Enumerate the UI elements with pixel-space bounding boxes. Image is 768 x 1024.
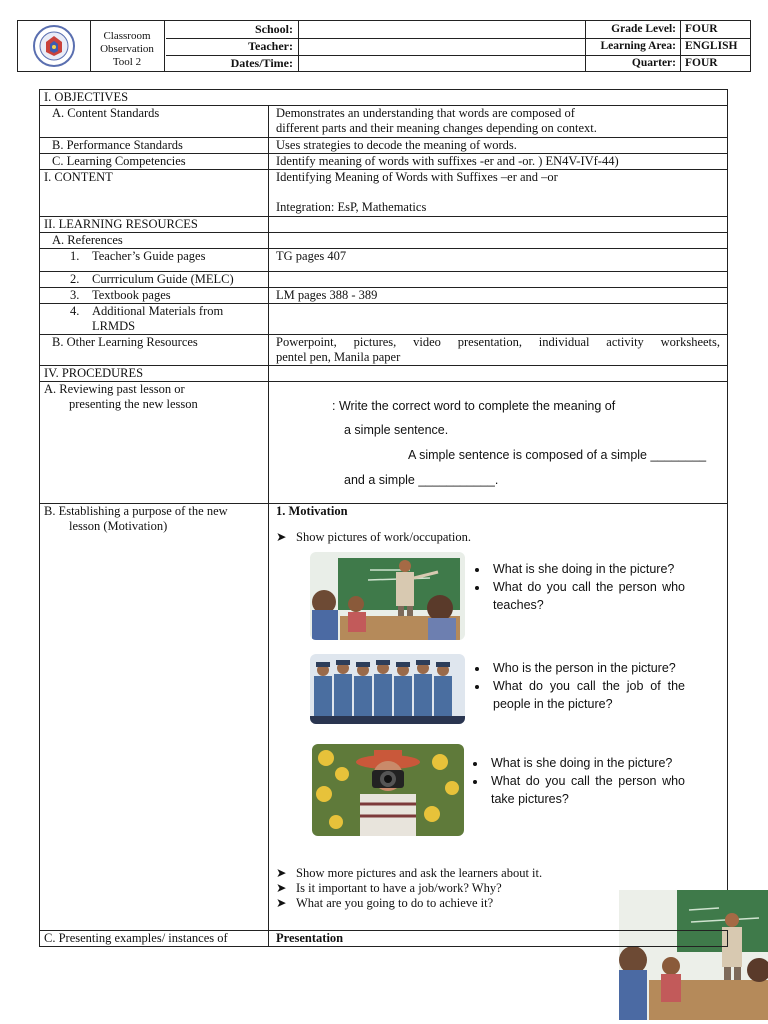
- references-label: A. References: [39, 232, 269, 249]
- show-pictures-text: Show pictures of work/occupation.: [296, 530, 471, 544]
- teacher-field[interactable]: [299, 38, 586, 55]
- content-topic: Identifying Meaning of Words with Suffixes –er and –or: [276, 170, 558, 184]
- show-pictures-line: [276, 530, 471, 545]
- lesson-plan-table: [39, 89, 728, 947]
- additional-materials-num: 4.: [70, 304, 80, 318]
- arrowhead-bullet-icon: ➤: [276, 866, 287, 880]
- presenting-examples-label: C. Presenting examples/ instances of: [39, 930, 269, 947]
- content-standards-value: [268, 105, 728, 138]
- motivation-title: 1. Motivation: [276, 504, 348, 518]
- performance-standards-value: Uses strategies to decode the meaning of words.: [268, 137, 728, 154]
- content-standards-line-1: Demonstrates an understanding that words are composed of: [276, 106, 575, 120]
- motivation-content: [268, 503, 728, 931]
- dates-field[interactable]: [299, 55, 586, 72]
- review-instruction-2: a simple sentence.: [344, 423, 449, 437]
- curriculum-guide-text: Currriculum Guide (MELC): [92, 272, 234, 286]
- form-title-line-1: Classroom: [103, 30, 151, 42]
- additional-materials-text-1: Additional Materials from: [92, 304, 224, 318]
- deped-seal-icon: [32, 24, 76, 68]
- curriculum-guide-num: 2.: [70, 272, 80, 286]
- review-sentence-1: A simple sentence is composed of a simple ________: [408, 448, 707, 462]
- quarter-label: Quarter:: [585, 55, 681, 72]
- grade-level-label: Grade Level:: [585, 21, 681, 38]
- other-resources-line-2: pentel pen, Manila paper: [276, 350, 401, 364]
- content-standards-line-2: different parts and their meaning changes depending on context.: [276, 121, 597, 135]
- content-standards-label: A. Content Standards: [39, 105, 269, 138]
- form-title-line-3: Tool 2: [112, 56, 142, 68]
- teachers-guide-text: Teacher’s Guide pages: [92, 249, 206, 263]
- arrowhead-bullet-icon: ➤: [276, 530, 287, 544]
- references-value: [268, 232, 728, 249]
- learning-competencies-label: C. Learning Competencies: [39, 153, 269, 170]
- objectives-heading: I. OBJECTIVES: [39, 89, 728, 106]
- review-instruction: : Write the correct word to complete the meaning of: [332, 399, 616, 413]
- review-lesson-content: [268, 381, 728, 504]
- other-resources-line-1: Powerpoint, pictures, video presentation, individual activity worksheets,: [276, 335, 720, 349]
- teacher-photo: [310, 552, 465, 640]
- teachers-guide-value: TG pages 407: [268, 248, 728, 272]
- form-title: [90, 21, 165, 71]
- review-lesson-label-2: presenting the new lesson: [69, 397, 198, 411]
- content-value: [268, 169, 728, 217]
- header-row-dates: [166, 55, 750, 72]
- arrowhead-bullet-icon: ➤: [276, 896, 287, 910]
- police-question-2: • What do you call the job of the people in the picture?: [489, 677, 685, 713]
- review-lesson-label-1: A. Reviewing past lesson or: [44, 382, 185, 396]
- content-heading: I. CONTENT: [39, 169, 269, 217]
- learning-competencies-value: Identify meaning of words with suffixes -er and -or. ) EN4V-IVf-44): [268, 153, 728, 170]
- logo-cell: [18, 21, 91, 71]
- arrowhead-bullet-icon: ➤: [276, 881, 287, 895]
- other-resources-label: B. Other Learning Resources: [39, 334, 269, 366]
- review-sentence-2: and a simple ___________.: [344, 473, 499, 487]
- textbook-text: Textbook pages: [92, 288, 171, 302]
- additional-materials-text-2: LRMDS: [92, 319, 136, 333]
- other-resources-value: [268, 334, 728, 366]
- review-lesson-label: [39, 381, 269, 504]
- form-title-line-2: Observation: [100, 43, 154, 55]
- police-photo: [310, 654, 465, 724]
- grade-level-value[interactable]: FOUR: [685, 23, 718, 35]
- learning-area-label: Learning Area:: [585, 38, 681, 55]
- photographer-question-1: • What is she doing in the picture?: [487, 754, 685, 772]
- teachers-guide-label: [39, 248, 269, 272]
- textbook-label: [39, 287, 269, 304]
- photographer-photo: [312, 744, 464, 836]
- teacher-question-2: • What do you call the person who teaches?: [489, 578, 685, 614]
- curriculum-guide-value: [268, 271, 728, 288]
- photographer-questions: [465, 754, 685, 808]
- teacher-label: Teacher:: [166, 38, 299, 55]
- learning-resources-heading: II. LEARNING RESOURCES: [39, 216, 269, 233]
- motivation-label-1: B. Establishing a purpose of the new: [44, 504, 228, 518]
- police-questions: [467, 659, 685, 713]
- textbook-num: 3.: [70, 288, 80, 302]
- procedures-heading: IV. PROCEDURES: [39, 365, 269, 382]
- teacher-questions: [467, 560, 685, 614]
- header-row-school: [166, 21, 750, 39]
- achieve-line: [276, 896, 493, 911]
- classroom-photo-overlay: [619, 890, 768, 1020]
- header-table: [17, 20, 751, 72]
- motivation-label: [39, 503, 269, 931]
- procedures-value: [268, 365, 728, 382]
- header-row-teacher: [166, 38, 750, 56]
- school-label: School:: [166, 21, 299, 38]
- more-pictures-line: [276, 866, 542, 881]
- police-question-1: • Who is the person in the picture?: [489, 659, 685, 677]
- performance-standards-label: B. Performance Standards: [39, 137, 269, 154]
- teachers-guide-num: 1.: [70, 249, 80, 263]
- school-field[interactable]: [299, 21, 586, 38]
- learning-area-value[interactable]: ENGLISH: [685, 40, 738, 52]
- additional-materials-value: [268, 303, 728, 335]
- job-importance-text: Is it important to have a job/work? Why?: [296, 881, 502, 895]
- photographer-question-2: • What do you call the person who take pictures?: [487, 772, 685, 808]
- motivation-label-2: lesson (Motivation): [69, 519, 168, 533]
- presentation-heading: Presentation: [268, 930, 728, 947]
- achieve-text: What are you going to do to achieve it?: [296, 896, 494, 910]
- dates-label: Dates/Time:: [166, 55, 299, 72]
- job-importance-line: [276, 881, 502, 896]
- content-integration: Integration: EsP, Mathematics: [276, 200, 427, 214]
- additional-materials-label: [39, 303, 269, 335]
- curriculum-guide-label: [39, 271, 269, 288]
- textbook-value: LM pages 388 - 389: [268, 287, 728, 304]
- teacher-question-1: • What is she doing in the picture?: [489, 560, 685, 578]
- more-pictures-text: Show more pictures and ask the learners about it.: [296, 866, 543, 880]
- learning-resources-value: [268, 216, 728, 233]
- quarter-value[interactable]: FOUR: [685, 57, 718, 69]
